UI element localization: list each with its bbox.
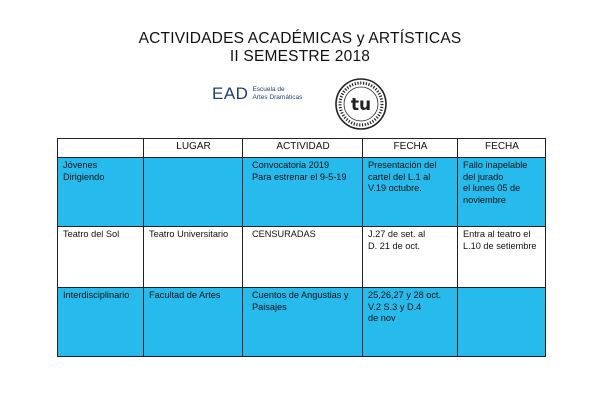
column-header-lugar: LUGAR [144, 139, 243, 158]
column-header-fecha-2: FECHA [458, 139, 546, 158]
fecha-cell: Presentación del cartel del L.1 al V.19 octubre. [363, 158, 458, 227]
fecha-cell: 25,26,27 y 28 oct. V.2 S.3 y D.4 de nov [363, 288, 458, 357]
table-header-row [58, 139, 546, 158]
column-header [58, 139, 144, 158]
lugar-cell: Teatro Universitario [144, 227, 243, 288]
fecha-cell-2 [458, 288, 546, 357]
actividad-cell: Convocatoria 2019 Para estrenar el 9-5-19 [243, 158, 363, 227]
table-row [58, 158, 546, 227]
row-name-cell: Jóvenes Dirigiendo [58, 158, 144, 227]
ead-logo-text [252, 86, 302, 102]
lugar-cell: Facultad de Artes [144, 288, 243, 357]
ead-logo-mark: EAD [212, 84, 249, 103]
lugar-cell [144, 158, 243, 227]
activities-table [57, 138, 546, 357]
column-header-fecha: FECHA [363, 139, 458, 158]
fecha-cell: J.27 de set. al D. 21 de oct. [363, 227, 458, 288]
page-subtitle: II SEMESTRE 2018 [229, 48, 371, 65]
university-seal-icon [334, 77, 388, 131]
page-title: ACTIVIDADES ACADÉMICAS y ARTÍSTICAS [138, 30, 462, 47]
ead-logo-line2: Artes Dramáticas [252, 94, 303, 101]
row-name-cell: Interdisciplinario [58, 288, 144, 357]
ead-logo [212, 84, 302, 104]
table-row [58, 288, 546, 357]
fecha-cell-2: Entra al teatro el L.10 de setiembre [458, 227, 546, 288]
row-name-cell: Teatro del Sol [58, 227, 144, 288]
ead-logo-line1: Escuela de [252, 86, 285, 93]
table-row [58, 227, 546, 288]
seal-mark: tu [350, 95, 372, 115]
actividad-cell: Cuentos de Angustias y Paisajes [243, 288, 363, 357]
fecha-cell-2: Fallo inapelable del jurado el lunes 05 de noviembre [458, 158, 546, 227]
actividad-cell: CENSURADAS [243, 227, 363, 288]
column-header-actividad: ACTIVIDAD [243, 139, 363, 158]
